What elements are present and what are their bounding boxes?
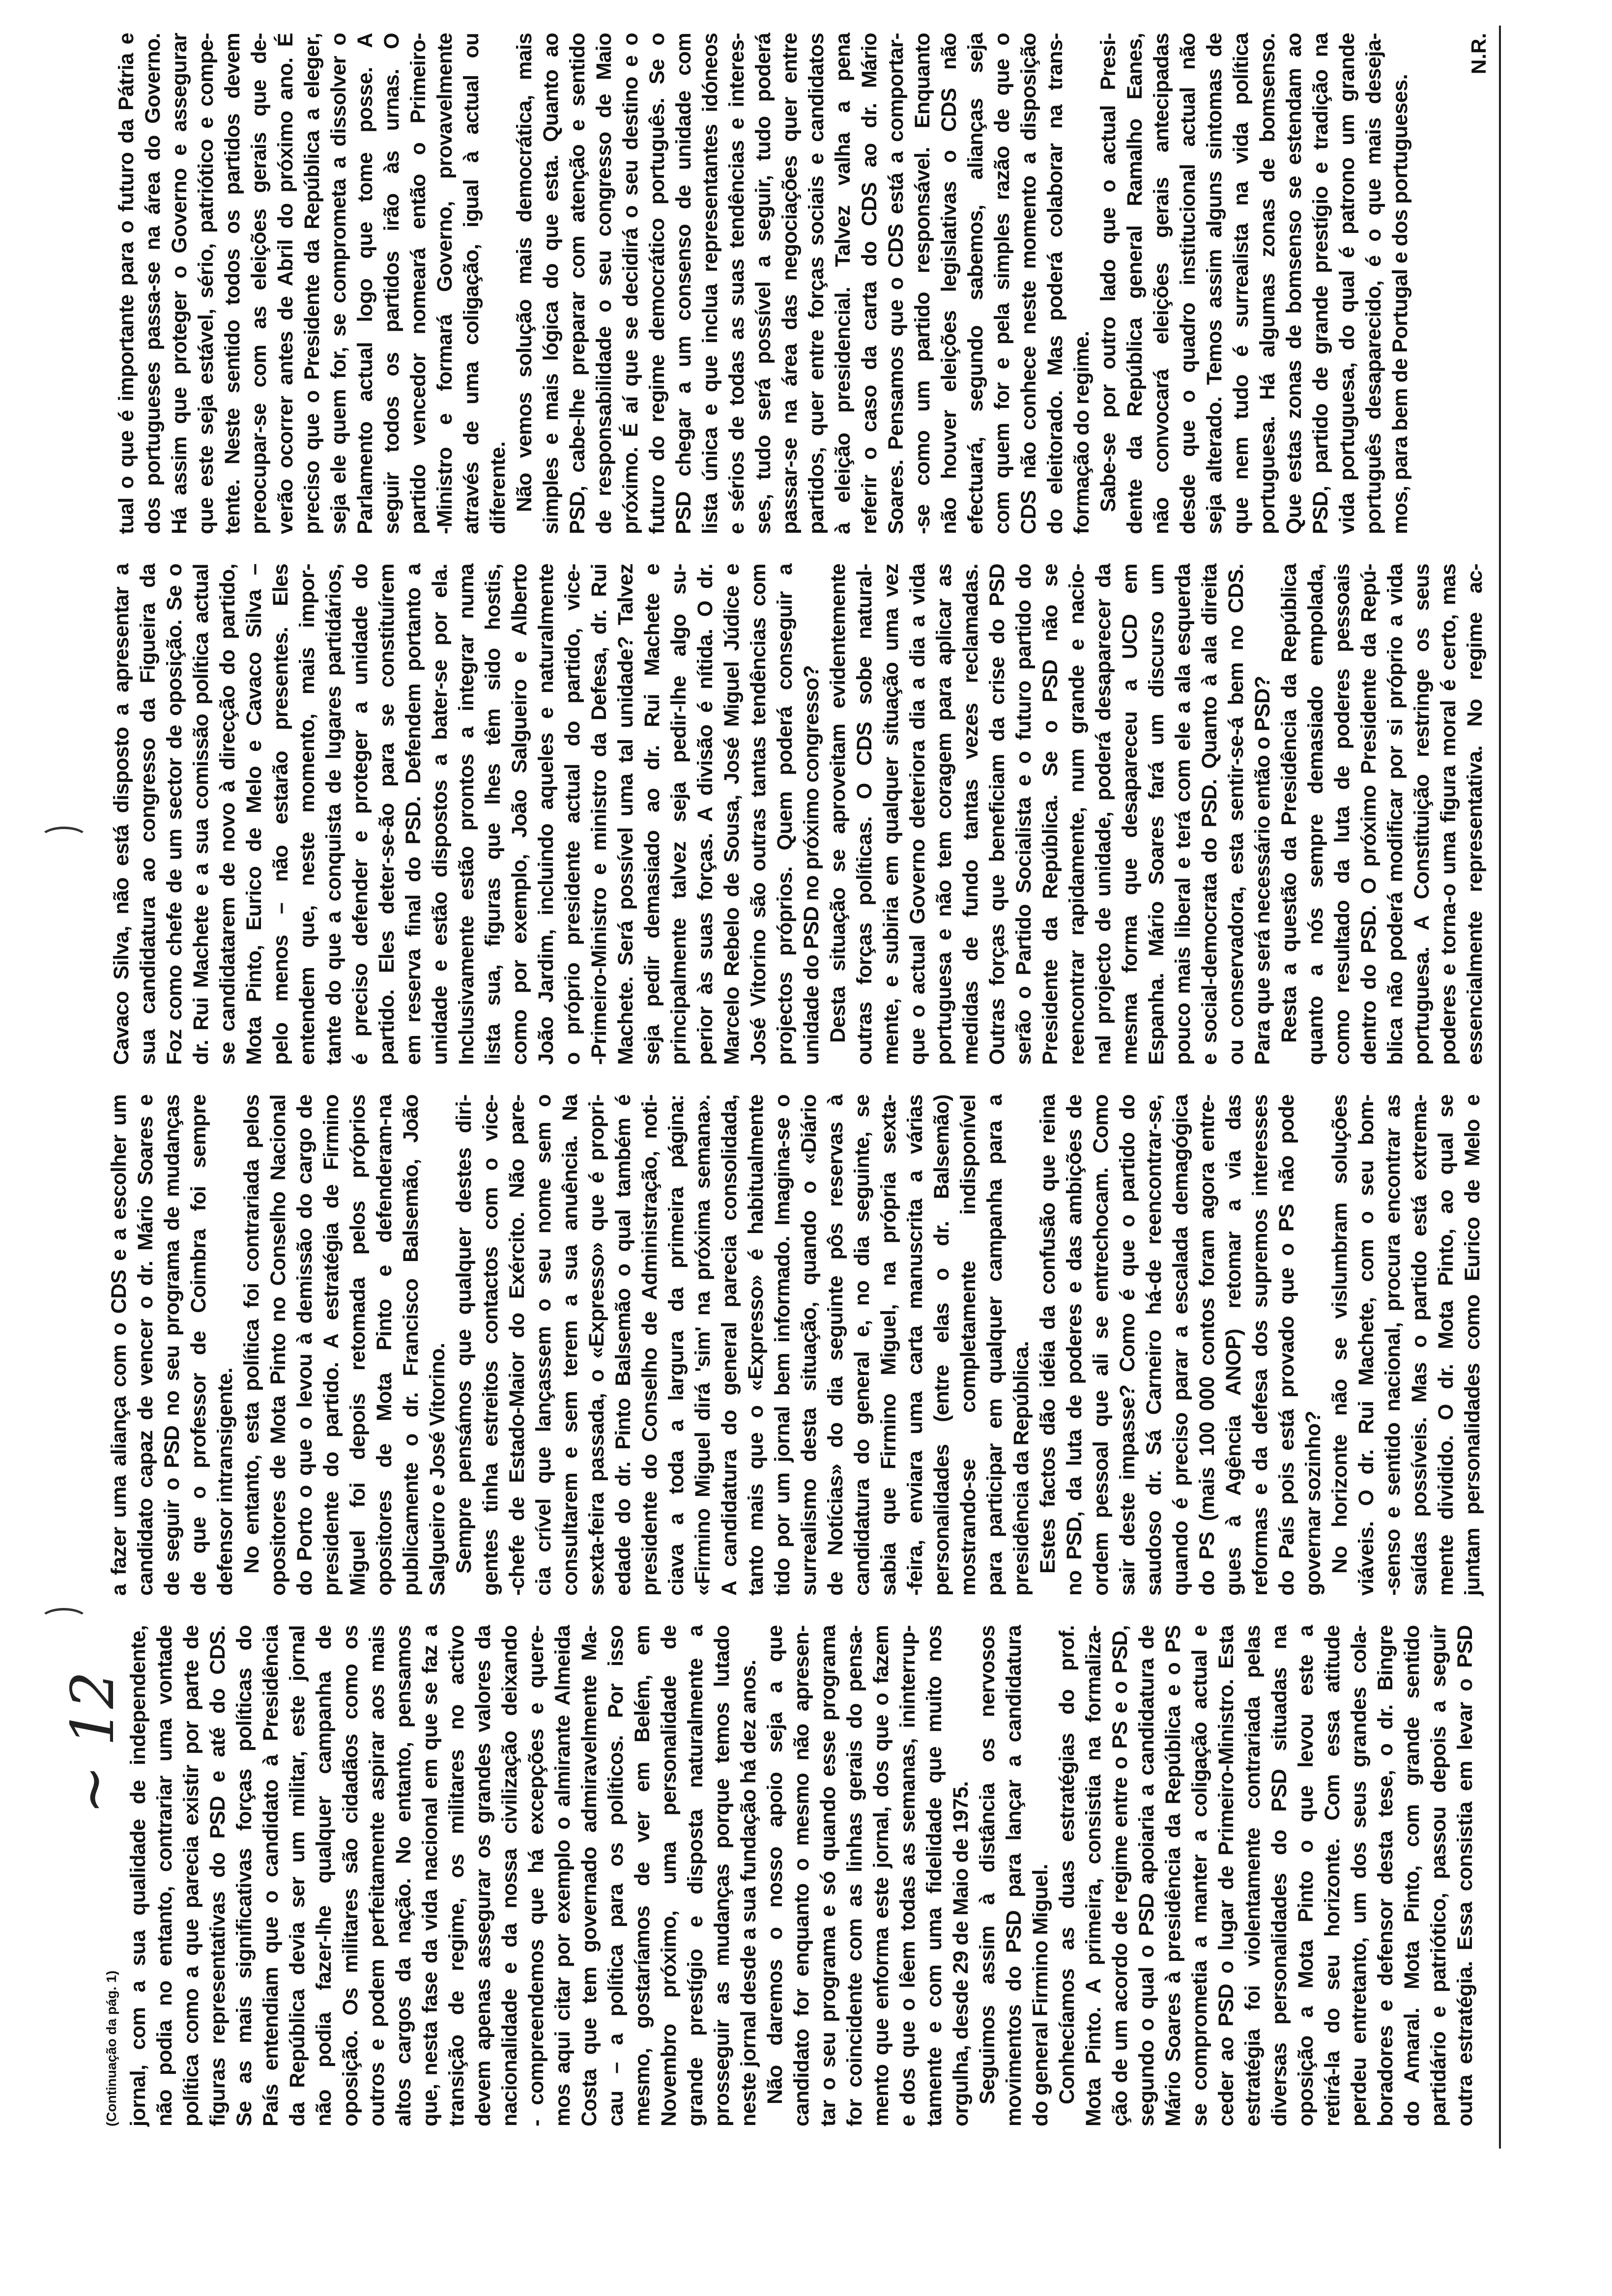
text-line: como por exemplo, João Salgueiro e Alberto bbox=[508, 564, 531, 1065]
text-line: de seguir o PSD no seu programa de mudanças bbox=[160, 1094, 184, 1596]
text-line: prosseguir as mudanças porque temos lutado bbox=[710, 1625, 734, 2126]
text-line: do Porto o que o levou à demissão do cargo de bbox=[293, 1094, 317, 1596]
text-line: referir o caso da carta do CDS ao dr. Mário bbox=[858, 33, 881, 534]
punch-hole-mark bbox=[39, 1608, 88, 1633]
text-line: viáveis. O dr. Rui Machete, com o seu bom- bbox=[1354, 1094, 1378, 1596]
text-line: Salgueiro e José Vitorino. bbox=[426, 1343, 449, 1596]
text-line: Soares. Pensamos que o CDS está a comportar- bbox=[884, 33, 908, 534]
text-line: No horizonte não se vislumbram soluções bbox=[1328, 1094, 1352, 1574]
text-line: saudoso dr. Sá Carneiro há-de reencontrar-se, bbox=[1142, 1094, 1166, 1596]
text-line: gentes tinha estreitos contactos com o vice- bbox=[479, 1094, 502, 1596]
text-line: - compreendemos que há excepções e quere- bbox=[524, 1625, 548, 2126]
text-line: mos, para bem de Portugal e dos portugueses. bbox=[1388, 74, 1412, 534]
text-line: do general Firmino Miguel. bbox=[1029, 1864, 1052, 2126]
text-line: em reserva final do PSD. Defendem portanto a bbox=[402, 564, 425, 1065]
text-line: sua candidatura ao congresso da Figueira da bbox=[136, 564, 160, 1065]
text-line: oposição a Mota Pinto o que levou este a bbox=[1294, 1625, 1318, 2126]
text-line: mos aqui citar por exemplo o almirante Almeida bbox=[551, 1625, 575, 2126]
text-line: nal projecto de unidade, poderá desaparecer da bbox=[1092, 564, 1115, 1065]
text-line: é preciso defender e proteger a unidade do bbox=[348, 564, 372, 1065]
text-line: Costa que tem governado admiravelmente Ma- bbox=[577, 1625, 601, 2126]
text-line: quando é preciso parar a escalada demagógica bbox=[1169, 1094, 1192, 1596]
text-line: não podia fazer-lhe qualquer campanha de bbox=[312, 1625, 336, 2126]
text-line: que o actual Governo deteriora dia a dia a vida bbox=[906, 564, 929, 1065]
text-line: preciso que o Presidente da República a eleger, bbox=[300, 33, 324, 534]
text-line: que este seja estável, sério, patriótico e compe- bbox=[194, 33, 218, 534]
text-line: Se as mais significativas forças políticas do bbox=[232, 1625, 256, 2126]
text-line: dentro do PSD. O próximo Presidente da Repú- bbox=[1357, 564, 1381, 1065]
text-line: neste jornal desde a sua fundação há dez anos. bbox=[737, 1660, 760, 2126]
text-line: ção de um acordo de regime entre o PS e o PSD, bbox=[1108, 1625, 1132, 2126]
text-line: se comprometia a manter a coligação actual e bbox=[1188, 1625, 1211, 2126]
text-line: Espanha. Mário Soares fará um discurso um bbox=[1145, 564, 1168, 1065]
text-line: lista única e que inclua representantes idóneos bbox=[698, 33, 722, 534]
text-line: retirá-la do seu horizonte. Com essa atitude bbox=[1321, 1625, 1344, 2126]
text-line: estratégia foi violentamente contrariada pelas bbox=[1241, 1625, 1265, 2126]
text-line: dos portugueses passa-se na área do Governo. bbox=[141, 33, 165, 534]
text-line: oposição. Os militares são cidadãos como os bbox=[339, 1625, 362, 2126]
text-line: juntam personalidades como Eurico de Melo e bbox=[1461, 1094, 1484, 1596]
text-line: Desta situação se aproveitam evidentemente bbox=[826, 564, 850, 1043]
text-line: diversas personalidades do PSD situadas na bbox=[1267, 1625, 1291, 2126]
text-line: Estes factos dão idéia da confusão que reina bbox=[1036, 1094, 1060, 1574]
text-line: Presidente da República. Se o PSD não se bbox=[1038, 564, 1062, 1065]
text-line: de responsabilidade o seu congresso de Maio bbox=[592, 33, 616, 534]
text-line: tente. Neste sentido todos os partidos devem bbox=[221, 33, 244, 534]
text-line: -Primeiro-Ministro e ministro da Defesa, dr. Rui bbox=[587, 564, 611, 1065]
text-line: outros e podem perfeitamente aspirar aos mais bbox=[365, 1625, 389, 2126]
text-line: ceder ao PSD o lugar de Primeiro-Ministro. Esta bbox=[1214, 1625, 1238, 2126]
text-line: João Jardim, incluindo aqueles e naturalmente bbox=[534, 564, 558, 1065]
text-line: que nem tudo é surrealista na vida política bbox=[1229, 33, 1253, 534]
text-line: de Notícias» do dia seguinte pôs reservas à bbox=[824, 1094, 847, 1596]
text-line: perdeu entretanto, um dos seus grandes cola- bbox=[1347, 1625, 1371, 2126]
text-line: figuras representativas do PSD e até do CDS. bbox=[206, 1625, 230, 2126]
text-line: e dos que o lêem todas as semanas, ininterrup- bbox=[896, 1625, 920, 2126]
text-line: surrealismo desta situação, quando o «Diário bbox=[797, 1094, 821, 1596]
text-line: José Vitorino são outras tantas tendências com bbox=[747, 564, 770, 1065]
text-line: preocupar-se com as eleições gerais que de- bbox=[247, 33, 271, 534]
text-line: e sérios de todas as suas tendências e interes- bbox=[725, 33, 748, 534]
text-line: governar sozinho? bbox=[1301, 1410, 1325, 1596]
text-line: partido. Eles deter-se-ão para se constituírem bbox=[375, 564, 399, 1065]
text-line: desde que o quadro institucional actual não bbox=[1176, 33, 1200, 534]
text-line: grande prestígio e disposta naturalmente a bbox=[684, 1625, 707, 2126]
text-line: edade do dr. Pinto Balsemão o qual também é bbox=[611, 1094, 635, 1596]
text-line: e social-democrata do PSD. Quanto à ala direita bbox=[1198, 564, 1221, 1065]
text-line: consultarem e sem terem a sua anuência. Na bbox=[558, 1094, 582, 1596]
text-line: tanto mais que o «Expresso» é habitualmente bbox=[744, 1094, 768, 1596]
text-line: outra estratégia. Essa consistia em levar o PSD bbox=[1453, 1625, 1477, 2126]
text-line: movimentos do PSD para lançar a candidatura bbox=[1002, 1625, 1026, 2126]
text-line: como resultado da luta de poderes pessoais bbox=[1330, 564, 1354, 1065]
text-line: jornal, com a sua qualidade de independente, bbox=[126, 1625, 150, 2126]
text-line: ses, tudo será possível a seguir, tudo poderá bbox=[751, 33, 775, 534]
text-line: -feira, enviara uma carta manuscrita a várias bbox=[903, 1094, 927, 1596]
text-line: do País pois está provado que o PS não pode bbox=[1275, 1094, 1298, 1596]
text-line: do PS (mais 100 000 contos foram agora entre- bbox=[1195, 1094, 1219, 1596]
text-line: tante do que a conquista de lugares partidários, bbox=[322, 564, 345, 1065]
text-line: futuro do regime democrático português. Se o bbox=[645, 33, 669, 534]
text-line: Seguimos assim à distância os nervosos bbox=[976, 1625, 999, 2104]
text-line: não podia no entanto, contrariar uma vontade bbox=[153, 1625, 176, 2126]
text-line: seja alterado. Temos assim alguns sintomas de bbox=[1203, 33, 1226, 534]
text-line: de que o professor de Coimbra foi sempre bbox=[187, 1094, 210, 1596]
text-line: sair deste impasse? Como é que o partido do bbox=[1116, 1094, 1139, 1596]
text-line: Não vemos solução mais democrática, mais bbox=[513, 33, 536, 512]
text-line: Parlamento actual logo que tome posse. A bbox=[353, 33, 377, 534]
text-line: sexta-feira passada, o «Expresso» que é propri- bbox=[585, 1094, 608, 1596]
text-line: ou conservadora, esta sentir-se-á bem no CDS. bbox=[1224, 564, 1248, 1065]
text-line: do Amaral. Mota Pinto, com grande sentido bbox=[1400, 1625, 1424, 2126]
text-line: do eleitorado. Mas poderá colaborar na trans- bbox=[1043, 33, 1067, 534]
text-line: que, nesta fase da vida nacional em que se faz a bbox=[418, 1625, 442, 2126]
text-line: Mário Soares à presidência da República e o PS bbox=[1161, 1625, 1185, 2126]
text-line: ordem pessoal que ali se entrechocam. Como bbox=[1089, 1094, 1113, 1596]
text-line: Sabe-se por outro lado que o actual Presi- bbox=[1096, 33, 1120, 512]
text-line: Foz como chefe de um sector de oposição. Se o bbox=[163, 564, 186, 1065]
text-line: mostrando-se completamente indisponível bbox=[956, 1094, 980, 1596]
text-line: cau – a política para os políticos. Por isso bbox=[604, 1625, 628, 2126]
text-line: não convocará eleições gerais antecipadas bbox=[1150, 33, 1173, 534]
text-line: Machete. Será possível uma tal unidade? Talvez bbox=[614, 564, 637, 1065]
text-line: -se como um partido responsável. Enquanto bbox=[911, 33, 934, 534]
text-line: -chefe de Estado-Maior do Exército. Não pare- bbox=[505, 1094, 529, 1596]
text-line: tar o seu programa e só quando esse programa bbox=[816, 1625, 840, 2126]
text-line: à eleição presidencial. Talvez valha a pena bbox=[831, 33, 855, 534]
text-line: se candidatarem de novo à direcção do partido, bbox=[216, 564, 239, 1065]
text-line: personalidades (entre elas o dr. Balsemão) bbox=[930, 1094, 953, 1596]
text-line: Outras forças que beneficiam da crise do PSD bbox=[985, 564, 1009, 1065]
text-line: reencontrar rapidamente, num grande e nacio- bbox=[1065, 564, 1089, 1065]
article-column-3 bbox=[108, 564, 1488, 1065]
text-line: outras forças políticas. O CDS sobe natural- bbox=[853, 564, 876, 1065]
text-line: o próprio presidente actual do partido, vice- bbox=[561, 564, 584, 1065]
text-line: Sempre pensámos que qualquer destes diri- bbox=[452, 1094, 476, 1574]
text-line: transição de regime, os militares no activo bbox=[445, 1625, 468, 2126]
text-line: quanto a nós sempre demasiado empolada, bbox=[1304, 564, 1327, 1065]
text-line: for coincidente com as linhas gerais do pensa- bbox=[843, 1625, 866, 2126]
text-line: reformas e da defesa dos supremos interesses bbox=[1248, 1094, 1272, 1596]
text-line: boradores e defensor desta tese, o dr. Bingre bbox=[1374, 1625, 1397, 2126]
text-line: saídas possíveis. Mas o partido está extrema- bbox=[1408, 1094, 1431, 1596]
text-line: mesma forma que desapareceu a UCD em bbox=[1118, 564, 1142, 1065]
text-line: verão ocorrer antes de Abril do próximo ano. É bbox=[274, 33, 297, 534]
text-line: essencialmente representativa. No regime ac- bbox=[1463, 564, 1487, 1065]
text-line: tual o que é importante para o futuro da Pátria e bbox=[115, 33, 138, 534]
text-line: Há assim que proteger o Governo e assegurar bbox=[168, 33, 191, 534]
text-line: dr. Rui Machete e a sua comissão política actual bbox=[189, 564, 213, 1065]
text-line: Que estas zonas de bomsenso se estendam ao bbox=[1282, 33, 1306, 534]
text-line: seguir todos os partidos irão às urnas. O bbox=[380, 33, 403, 534]
text-line: -Ministro e formará Governo, provavelmente bbox=[433, 33, 457, 534]
text-line: dente da República general Ramalho Eanes, bbox=[1123, 33, 1147, 534]
text-line: entendem que, neste momento, mais impor- bbox=[295, 564, 319, 1065]
text-line: candidatura do general e, no dia seguinte, se bbox=[850, 1094, 874, 1596]
text-line: PSD chegar a um consenso de unidade com bbox=[672, 33, 695, 534]
text-line: Mota Pinto. A primeira, consistia na formaliza- bbox=[1082, 1625, 1105, 2126]
text-line: pouco mais liberal e terá com ele a ala esquerda bbox=[1171, 564, 1195, 1065]
text-line: devem apenas assegurar os grandes valores da bbox=[471, 1625, 495, 2126]
text-line: no PSD, da luta de poderes e das ambições de bbox=[1063, 1094, 1086, 1596]
text-line: através de uma coligação, igual à actual ou bbox=[460, 33, 483, 534]
text-line: seja ele quem for, se comprometa a dissolver o bbox=[327, 33, 350, 534]
article-column-4 bbox=[113, 33, 1413, 534]
text-line: Resta a questão da Presidência da República bbox=[1277, 564, 1301, 1043]
text-line: blica não poderá modificar por si próprio a vida bbox=[1383, 564, 1407, 1065]
text-line: cia crível que lançassem o seu nome sem o bbox=[532, 1094, 555, 1596]
text-line: publicamente o dr. Francisco Balsemão, João bbox=[399, 1094, 423, 1596]
text-line: Novembro próximo, uma personalidade de bbox=[657, 1625, 681, 2126]
text-line: tido por um jornal bem informado. Imagina-se o bbox=[771, 1094, 794, 1596]
text-line: a fazer uma aliança com o CDS e a escolher um bbox=[107, 1094, 131, 1596]
text-line: PSD, partido de grande prestígio e tradição na bbox=[1309, 33, 1332, 534]
text-line: medidas de fundo tantas vezes reclamadas. bbox=[959, 564, 982, 1065]
text-line: «Firmino Miguel dirá 'sim' na próxima semana». bbox=[691, 1094, 715, 1596]
text-line: passar-se na área das negociações quer entre bbox=[778, 33, 802, 534]
text-line: para participar em qualquer campanha para a bbox=[983, 1094, 1007, 1596]
article-column-1 bbox=[98, 1625, 1478, 2126]
text-line: perior às suas forças. A divisão é nítida. O dr. bbox=[693, 564, 717, 1065]
text-line: lista sua, figuras que lhes têm sido hostis, bbox=[481, 564, 505, 1065]
text-line: Cavaco Silva, não está disposto a apresentar a bbox=[110, 564, 133, 1065]
text-line: Conhecíamos as duas estratégias do prof. bbox=[1055, 1625, 1079, 2104]
text-line: candidato capaz de vencer o dr. Mário Soares e bbox=[134, 1094, 157, 1596]
text-line: mente dividido. O dr. Mota Pinto, ao qual se bbox=[1434, 1094, 1458, 1596]
text-line: política como a que parecia existir por parte de bbox=[179, 1625, 203, 2126]
text-line: poderes e torna-o uma figura moral é certo, mas bbox=[1437, 564, 1460, 1065]
text-line: Miguel foi depois retomada pelos próprios bbox=[346, 1094, 370, 1596]
text-line: orgulha, desde 29 de Maio de 1975. bbox=[949, 1781, 973, 2126]
text-line: portuguesa. A Constituição restringe os seus bbox=[1410, 564, 1434, 1065]
text-line: presidente do partido. A estratégia de Firmino bbox=[319, 1094, 343, 1596]
text-line: vida portuguesa, do qual é patrono um grande bbox=[1335, 33, 1359, 534]
text-line: Marcelo Rebelo de Sousa, José Miguel Júdice e bbox=[720, 564, 744, 1065]
text-line: principalmente talvez seja pedir-lhe algo su- bbox=[667, 564, 691, 1065]
text-line: português desaparecido, é o que mais deseja- bbox=[1362, 33, 1385, 534]
text-line: opositores de Mota Pinto no Conselho Nacional bbox=[266, 1094, 290, 1596]
text-line: A candidatura do general parecia consolidada, bbox=[718, 1094, 741, 1596]
text-line: partido vencedor nomeará então o Primeiro- bbox=[406, 33, 430, 534]
text-line: unidade do PSD no próximo congresso? bbox=[800, 665, 823, 1065]
text-line: presidente do Conselho de Administração, noti- bbox=[638, 1094, 662, 1596]
text-line: Inclusivamente estão prontos a integrar numa bbox=[455, 564, 478, 1065]
text-line: Mota Pinto, Eurico de Melo e Cavaco Silva – bbox=[242, 564, 266, 1065]
text-line: -senso e sentido nacional, procura encontrar as bbox=[1381, 1094, 1405, 1596]
text-line: projectos próprios. Quem poderá conseguir a bbox=[773, 564, 797, 1065]
text-line: da República devia ser um militar, este jornal bbox=[286, 1625, 309, 2126]
text-line: partidário e patriótico, passou depois a seguir bbox=[1427, 1625, 1450, 2126]
text-line: defensor intransigente. bbox=[213, 1368, 237, 1596]
text-line: altos cargos da nação. No entanto, pensamos bbox=[392, 1625, 415, 2126]
text-line: portuguesa e não tem coragem para aplicar as bbox=[932, 564, 956, 1065]
text-line: simples e mais lógica do que esta. Quanto ao bbox=[539, 33, 563, 534]
text-line: sabia que Firmino Miguel, na própria sexta- bbox=[877, 1094, 900, 1596]
text-line: País entendiam que o candidato à Presidência bbox=[259, 1625, 283, 2126]
text-line: segundo o qual o PSD apoiaria a candidatura de bbox=[1135, 1625, 1158, 2126]
text-line: efectuará, segundo sabemos, alianças seja bbox=[964, 33, 987, 534]
text-line: unidade e estão dispostos a bater-se por ela. bbox=[428, 564, 452, 1065]
text-line: tamente e com uma fidelidade que muito nos bbox=[922, 1625, 946, 2126]
text-line: formação do regime. bbox=[1070, 331, 1094, 534]
text-line: pelo menos – não estarão presentes. Eles bbox=[269, 564, 292, 1065]
text-line: mento que enforma este jornal, dos que o fazem bbox=[869, 1625, 893, 2126]
text-line: Não daremos o nosso apoio seja a que bbox=[763, 1625, 787, 2104]
text-line: mente, e subiria em qualquer situação uma vez bbox=[879, 564, 903, 1065]
article-column-2 bbox=[106, 1094, 1486, 1596]
text-line: mesmo, gostaríamos de ver em Belém, em bbox=[631, 1625, 654, 2126]
column-end-rule bbox=[1499, 26, 1501, 2149]
text-line: não houver eleições legislativas o CDS não bbox=[937, 33, 961, 534]
text-line: partidos, quer entre forças sociais e candidatos bbox=[805, 33, 828, 534]
text-line: gues à Agência ANOP) retomar a via das bbox=[1222, 1094, 1245, 1596]
text-line: CDS não conhece neste momento a disposição bbox=[1017, 33, 1040, 534]
text-line: serão o Partido Socialista e o futuro partido do bbox=[1012, 564, 1036, 1065]
text-line: próximo. É aí que se decidirá o seu destino e o bbox=[619, 33, 642, 534]
editorial-signature: N.R. bbox=[1467, 33, 1490, 74]
text-line: Para que será necessário então o PSD? bbox=[1251, 676, 1274, 1065]
text-line: seja pedir demasiado ao dr. Rui Machete e bbox=[640, 564, 664, 1065]
text-line: portuguesa. Há algumas zonas de bomsenso. bbox=[1256, 33, 1279, 534]
text-line: No entanto, esta política foi contrariada pelos bbox=[240, 1094, 263, 1574]
text-line: diferente. bbox=[486, 441, 510, 534]
text-line: nacionalidade e da nossa civilização deixando bbox=[498, 1625, 521, 2126]
punch-hole-mark bbox=[39, 827, 88, 851]
text-line: com quem for e pela simples razão de que o bbox=[990, 33, 1014, 534]
text-line: opositores de Mota Pinto e defenderam-na bbox=[373, 1094, 396, 1596]
text-line: candidato for enquanto o mesmo não apresen- bbox=[790, 1625, 813, 2126]
text-line: presidência da República. bbox=[1009, 1341, 1033, 1596]
text-line: ciava a toda a largura da primeira página: bbox=[664, 1094, 688, 1596]
handwritten-page-number: ~ 12 bbox=[59, 1671, 127, 1814]
continuation-caption: (Continuação da pág. 1) bbox=[104, 1970, 119, 2126]
text-line: PSD, cabe-lhe preparar com atenção e sentido bbox=[566, 33, 589, 534]
